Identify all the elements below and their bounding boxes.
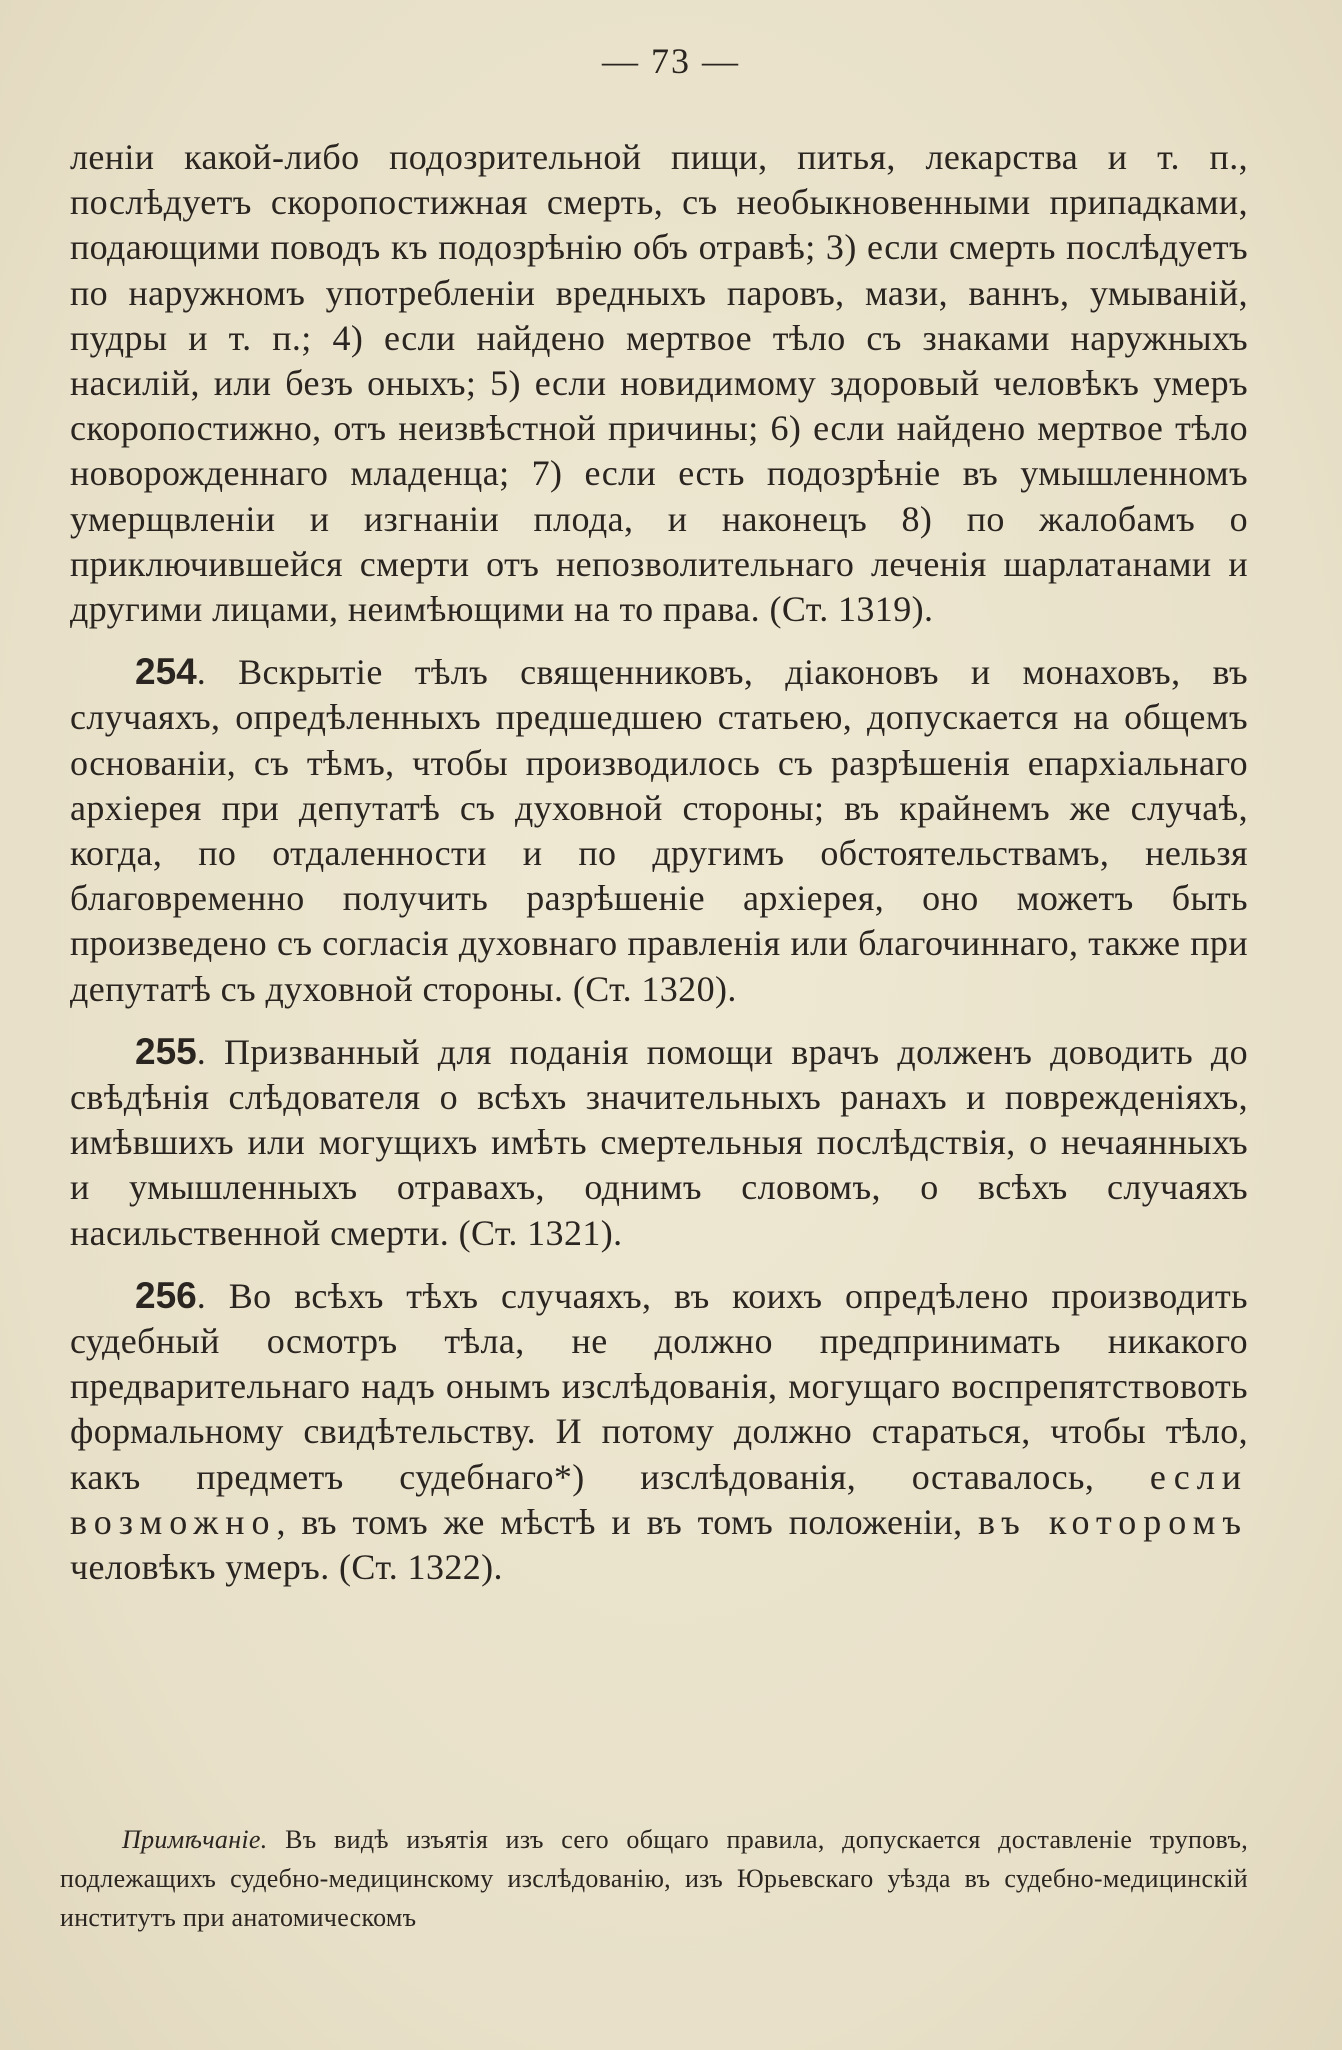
article-number: 256 bbox=[135, 1274, 197, 1316]
article-254 bbox=[70, 649, 1248, 1012]
paragraph-continuation bbox=[70, 135, 1248, 632]
paragraph-text: человѣкъ умеръ. (Ст. 1322). bbox=[70, 1547, 503, 1588]
body-text bbox=[70, 135, 1248, 1590]
article-number: 254 bbox=[135, 651, 197, 693]
article-256 bbox=[70, 1273, 1248, 1590]
paragraph-text: , въ томъ же мѣстѣ и въ томъ положеніи, bbox=[276, 1501, 978, 1542]
page-number: — 73 — bbox=[602, 41, 740, 81]
paragraph-text: . Вскрытіе тѣлъ священниковъ, діаконовъ и монаховъ, въ случаяхъ, опредѣленныхъ предшедшею статьею, допускается на общемъ основаніи, съ тѣмъ, чтобы производилось съ разрѣшенія епархіальнаго архіерея при депутатѣ съ духовной стороны; въ крайнемъ же случаѣ, когда, по отдаленности и по другимъ обстоятельствамъ, нельзя благовременно получить разрѣшеніе архіерея, оно можетъ быть произведено съ согласія духовнаго правленія или благочиннаго, также при депутатѣ съ духовной стороны. (Ст. 1320). bbox=[70, 652, 1248, 1009]
article-255 bbox=[70, 1029, 1248, 1256]
note-label: Примѣчаніе. bbox=[122, 1825, 268, 1854]
paragraph-text: леніи какой-либо подозрительной пищи, питья, лекарства и т. п., послѣдуетъ скоропостижная смерть, съ необыкновенными припадками, подающими поводъ къ подозрѣнію объ отравѣ; 3) если смерть послѣдуетъ по наружномъ употребленіи вредныхъ паровъ, мази, ваннъ, умываній, пудры и т. п.; 4) если найдено мертвое тѣло съ знаками наружныхъ насилій, или безъ оныхъ; 5) если новидимому здоровый человѣкъ умеръ скоропостижно, отъ неизвѣстной причины; 6) если найдено мертвое тѣло новорожденнаго младенца; 7) если есть подозрѣніе въ умышленномъ умерщвленіи и изгнаніи плода, и наконецъ 8) по жалобамъ о приключившейся смерти отъ непозволительнаго леченія шарлатанами и другими лицами, неимѣющими на то права. (Ст. 1319). bbox=[70, 137, 1248, 630]
paragraph-text: . Во всѣхъ тѣхъ случаяхъ, въ коихъ опредѣлено производить судебный осмотръ тѣла, не должно предпринимать никакого предварительнаго надъ онымъ изслѣдованія, могущаго воспрепятствовоть формальному свидѣтельству. И потому должно стараться, чтобы тѣло, какъ предметъ судебнаго*) изслѣдованія, оставалось, bbox=[70, 1275, 1248, 1497]
spaced-emphasis-text: если возможно bbox=[70, 1456, 1248, 1542]
spaced-emphasis-text: въ которомъ bbox=[978, 1501, 1248, 1542]
article-number: 255 bbox=[135, 1030, 197, 1072]
footnote bbox=[60, 1820, 1248, 1937]
note-text: Въ видѣ изъятія изъ сего общаго правила, допускается доставленіе труповъ, подлежащихъ судебно-медицинскому изслѣдованію, изъ Юрьевскаго уѣзда въ судебно-медицинскій институтъ при анатомическомъ bbox=[60, 1825, 1248, 1932]
paragraph-text: . Призванный для поданія помощи врачъ долженъ доводить до свѣдѣнія слѣдователя о всѣхъ значительныхъ ранахъ и поврежденіяхъ, имѣвшихъ или могущихъ имѣть смертельныя послѣдствія, о нечаянныхъ и умышленныхъ отравахъ, однимъ словомъ, о всѣхъ случаяхъ насильственной смерти. (Ст. 1321). bbox=[70, 1031, 1248, 1253]
